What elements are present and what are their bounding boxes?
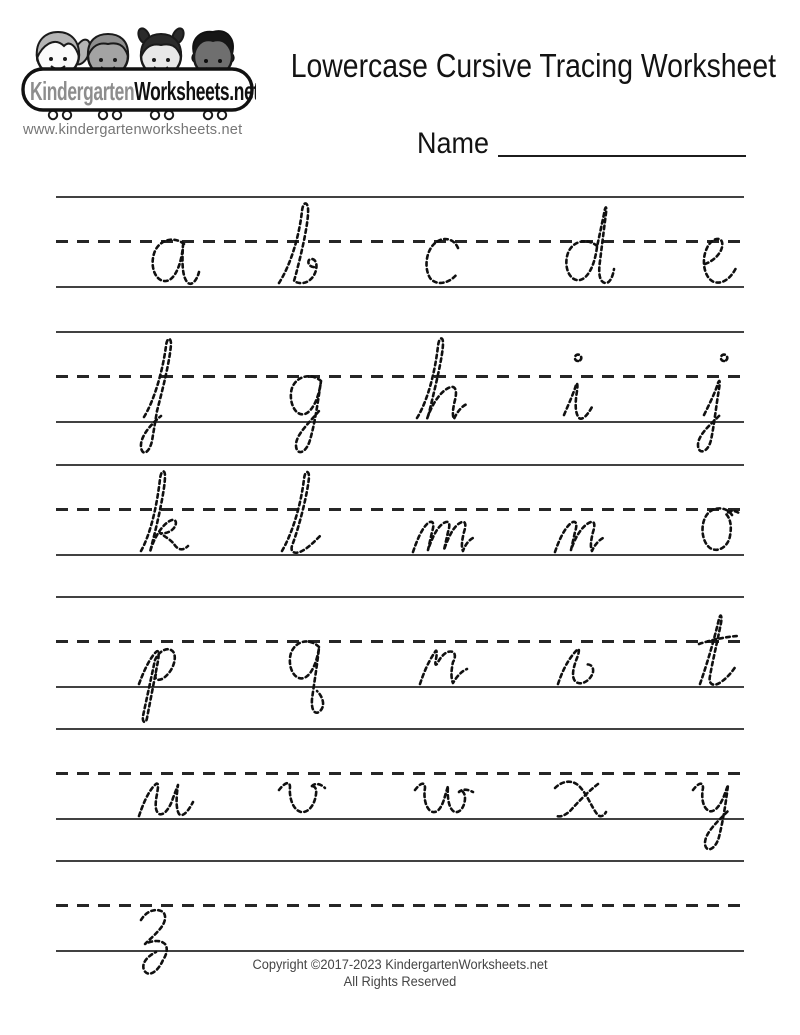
- traced-letter-g: [269, 331, 339, 461]
- traced-letter-r: [407, 596, 477, 726]
- traced-letter-f: [131, 331, 201, 461]
- practice-row-4: [56, 596, 744, 686]
- traced-letter-n: [545, 464, 615, 594]
- copyright-text: Copyright ©2017-2023 KindergartenWorksheets.net: [252, 957, 548, 972]
- traced-letter-u: [131, 728, 201, 858]
- traced-letter-k: [131, 464, 201, 594]
- practice-row-5: [56, 728, 744, 818]
- traced-letter-p: [131, 596, 201, 726]
- traced-letter-l: [269, 464, 339, 594]
- rights-text: All Rights Reserved: [343, 974, 457, 990]
- traced-letter-s: [545, 596, 615, 726]
- traced-letter-x: [545, 728, 615, 858]
- traced-letter-c: [407, 196, 477, 326]
- traced-letter-v: [269, 728, 339, 858]
- traced-letter-e: [683, 196, 753, 326]
- brand-text-black: Worksheets.net: [134, 76, 256, 106]
- traced-letter-w: [407, 728, 477, 858]
- traced-letter-q: [269, 596, 339, 726]
- traced-letter-j: [683, 331, 753, 461]
- footer: [20, 956, 780, 991]
- practice-row-1: [56, 196, 744, 286]
- traced-letter-y: [683, 728, 753, 858]
- traced-letter-i: [545, 331, 615, 461]
- traced-letter-o: [683, 464, 753, 594]
- page-title: Lowercase Cursive Tracing Worksheet: [290, 47, 777, 84]
- traced-letter-d: [545, 196, 615, 326]
- practice-row-2: [56, 331, 744, 421]
- practice-row-6: [56, 860, 744, 950]
- traced-letter-h: [407, 331, 477, 461]
- traced-letter-b: [269, 196, 339, 326]
- traced-letter-m: [407, 464, 477, 594]
- traced-letter-t: [683, 596, 753, 726]
- practice-row-3: [56, 464, 744, 554]
- website-url: www.kindergartenworksheets.net: [23, 121, 243, 138]
- name-label: Name: [417, 127, 490, 160]
- brand-text-gray: Kindergarten: [30, 76, 135, 106]
- traced-letter-a: [131, 196, 201, 326]
